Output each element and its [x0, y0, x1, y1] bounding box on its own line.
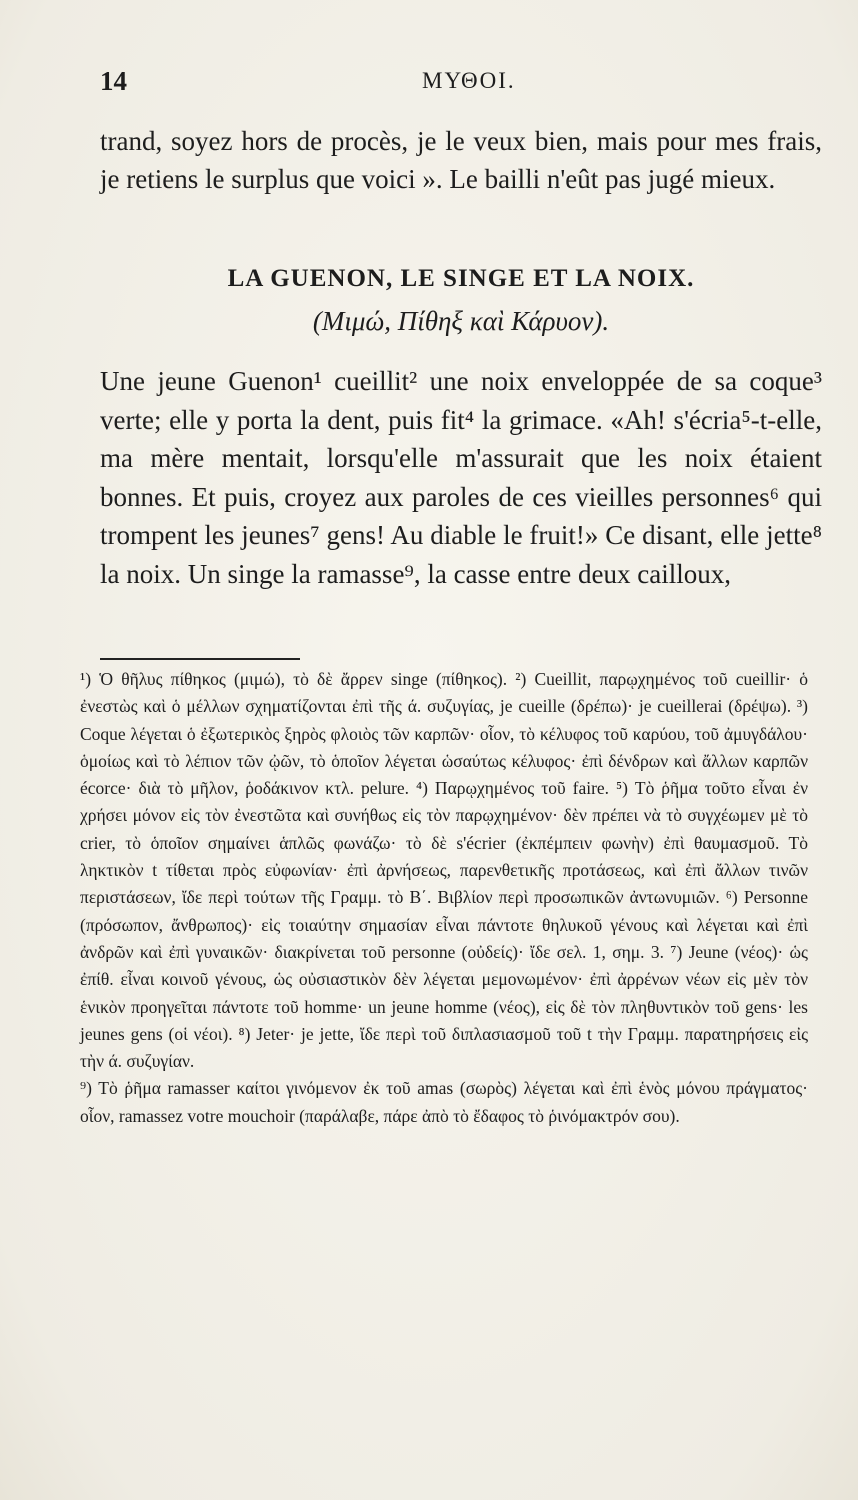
footnotes-paragraph-1: ¹) Ὁ θῆλυς πίθηκος (μιμώ), τὸ δὲ ἄρρεν singe (πίθηκος). ²) Cueillit, παρῳχημένος τοῦ cueillir· ὁ ἐνεστὼς καὶ ὁ μέλλων σχηματίζονται ἐπὶ τῆς ά. συζυγίας, je cueille (δρέπω)· je cueillerai (δρέψω). ³) Coque λέγεται ὁ ἐξωτερικὸς ξηρὸς φλοιὸς τῶν καρπῶν· οἷον, τὸ κέλυφος τοῦ καρύου, τοῦ ἀμυγδάλου· ὁμοίως καὶ τὸ λέπιον τῶν ᾠῶν, τὸ ὁποῖον λέγεται ὡσαύτως κέλυφος· ἐπὶ δένδρων καὶ ἄλλων καρπῶν écorce· διὰ τὸ μῆλον, ῥοδάκινον κτλ. pelure. ⁴) Παρῳχημένος τοῦ faire. ⁵) Τὸ ῥῆμα τοῦτο εἶναι ἐν χρήσει μόνον εἰς τὸν ἐνεστῶτα καὶ συνήθως εἰς τὸν παρῳχημένον· δὲν πρέπει νὰ τὸ συγχέωμεν μὲ τὸ crier, τὸ ὁποῖον σημαίνει ἁπλῶς φωνάζω· τὸ δὲ s'écrier (ἐκπέμπειν φωνὴν) ἐπὶ θαυμασμοῦ. Τὸ ληκτικὸν t τίθεται πρὸς εὐφωνίαν· ἐπὶ ἀρνήσεως, παρενθετικῆς προτάσεως, καὶ ἐπὶ ἄλλων τινῶν περιστάσεων, ἴδε περὶ τούτων τῆς Γραμμ. τὸ Β΄. Βιβλίον περὶ προσωπικῶν ἀντωνυμιῶν. ⁶) Personne (πρόσωπον, ἄνθρωπος)· εἰς τοιαύτην σημασίαν εἶναι πάντοτε θηλυκοῦ γένους καὶ λέγεται καὶ ἐπὶ ἀνδρῶν καὶ ἐπὶ γυναικῶν· διακρίνεται τοῦ personne (οὐδείς)· ἴδε σελ. 1, σημ. 3. ⁷) Jeune (νέος)· ὡς ἐπίθ. εἶναι κοινοῦ γένους, ὡς οὐσιαστικὸν δὲν λέγεται μεμονωμένον· ἐπὶ ἀρρένων νέων εἰς μὲν τὸν ἑνικὸν προηγεῖται πάντοτε τοῦ homme· un jeune homme (νέος), εἰς δὲ τὸν πληθυντικὸν τοῦ gens· les jeunes gens (οἱ νέοι). ⁸) Jeter· je jette, ἴδε περὶ τοῦ διπλασιασμοῦ τοῦ t τὴν Γραμμ. παρατηρήσεις εἰς τὴν ά. συζυγίαν. — [80, 669, 808, 1072]
footnotes-paragraph-2: ⁹) Τὸ ῥῆμα ramasser καίτοι γινόμενον ἐκ τοῦ amas (σωρὸς) λέγεται καὶ ἐπὶ ἑνὸς μόνου πράγματος· οἷον, ramassez votre mouchoir (παράλαβε, πάρε ἀπὸ τὸ ἔδαφος τὸ ῥινόμακτρόν σου). — [80, 1078, 808, 1126]
page-number: 14 — [100, 66, 127, 96]
fable-text: Une jeune Guenon¹ cueillit² une noix enveloppée de sa coque³ verte; elle y porta la dent, puis fit⁴ la grimace. «Ah! s'écria⁵-t-elle, ma mère mentait, lorsqu'elle m'assurait que les noix étaient bonnes. Et puis, croyez aux paroles de ces vieilles personnes⁶ qui trompent les jeunes⁷ gens! Au diable le fruit!» Ce disant, elle jette⁸ la noix. Un singe la ramasse⁹, la casse entre deux cailloux, — [100, 366, 822, 589]
footnote-divider — [100, 658, 300, 660]
fable-subtitle: (Μιμώ, Πίθηξ καὶ Κάρυον). — [312, 306, 610, 336]
running-head: ΜΥΘΟΙ. — [422, 68, 516, 93]
page-header — [100, 66, 820, 106]
footnotes — [80, 666, 808, 1130]
intro-paragraph: trand, soyez hors de procès, je le veux bien, mais pour mes frais, je retiens le surplus que voici ». Le bailli n'eût pas jugé mieux. — [100, 126, 822, 194]
fable-title: LA GUENON, LE SINGE ET LA NOIX. — [227, 265, 695, 292]
